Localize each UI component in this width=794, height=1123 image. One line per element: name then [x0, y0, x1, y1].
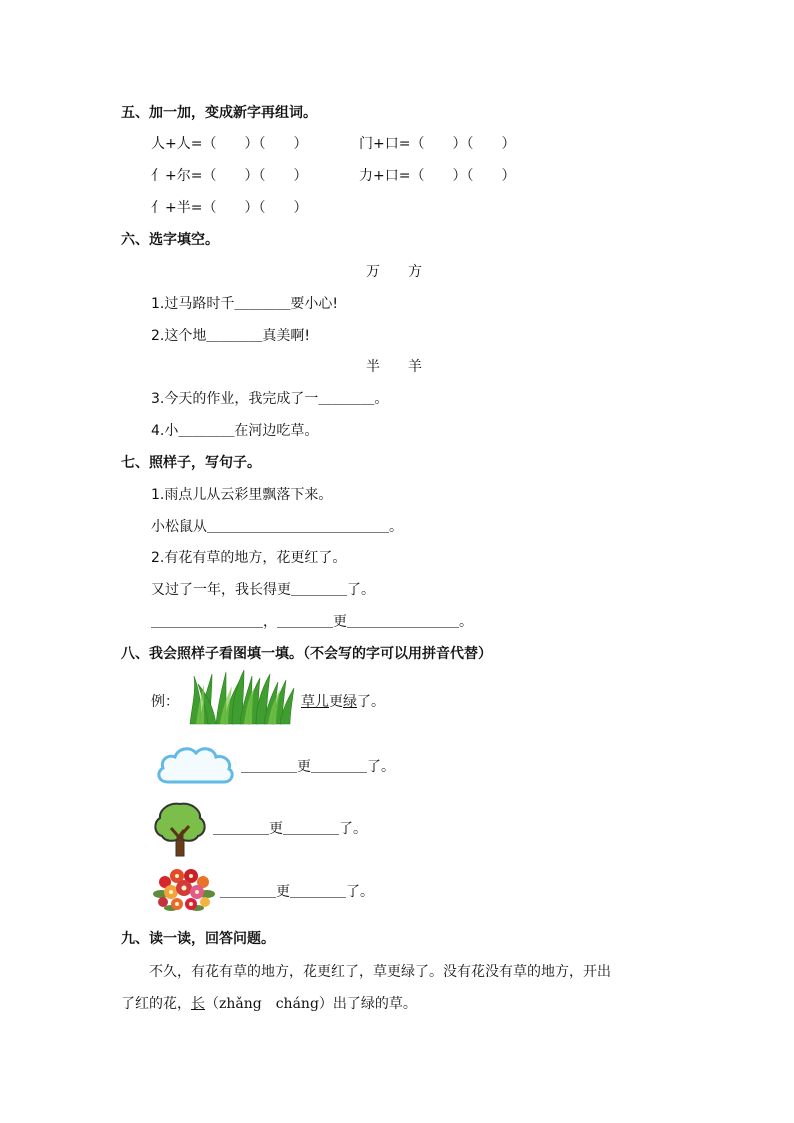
- section-5-heading: 五、加一加，变成新字再组词。: [121, 105, 317, 121]
- compose-row-1-left: 人+人=（ ）（ ）: [151, 136, 308, 152]
- example-sentence-2: 2.有花有草的地方，花更红了。: [151, 550, 347, 566]
- cloud-fill-line: ＿＿＿＿更＿＿＿＿了。: [241, 759, 395, 775]
- pinyin-choice: （zhǎng cháng）出了绿的草。: [205, 996, 417, 1012]
- answer-line-1: 小松鼠从＿＿＿＿＿＿＿＿＿＿＿＿＿。: [151, 519, 403, 535]
- compose-row-2-left: 亻+尔=（ ）（ ）: [151, 168, 308, 184]
- compose-row-3-left: 亻+半=（ ）（ ）: [151, 200, 308, 216]
- reading-paragraph-line-1: 不久，有花有草的地方，花更红了，草更绿了。没有花没有草的地方，开出: [121, 964, 611, 980]
- example-answer: [301, 692, 385, 712]
- grass-image: [186, 670, 298, 726]
- question-4: 4.小＿＿＿＿在河边吃草。: [151, 423, 319, 439]
- polyphonic-char: 长: [191, 996, 205, 1012]
- answer-line-2: 又过了一年，我长得更＿＿＿＿了。: [151, 582, 375, 598]
- reading-paragraph-line-2: [121, 994, 417, 1014]
- compose-row-1-right: 门+口=（ ）（ ）: [359, 136, 516, 152]
- example-label: 例：: [151, 694, 179, 710]
- example-word-2: 更: [329, 694, 343, 710]
- question-3: 3.今天的作业，我完成了一＿＿＿＿。: [151, 391, 389, 407]
- section-9-heading: 九、读一读，回答问题。: [121, 931, 275, 947]
- tree-icon: [151, 800, 209, 858]
- example-word-3: 绿: [343, 694, 357, 710]
- section-7-heading: 七、照样子，写句子。: [121, 455, 261, 471]
- section-6-heading: 六、选字填空。: [121, 232, 219, 248]
- question-2: 2.这个地＿＿＿＿真美啊!: [151, 328, 310, 344]
- paragraph-text: 了红的花，: [121, 996, 191, 1012]
- answer-line-3: ＿＿＿＿＿＿＿＿，＿＿＿＿更＿＿＿＿＿＿＿＿。: [151, 614, 473, 630]
- choices-2: 半 羊: [366, 359, 422, 375]
- tree-fill-line: ＿＿＿＿更＿＿＿＿了。: [213, 821, 367, 837]
- example-word-1: 草儿: [301, 694, 329, 710]
- question-1: 1.过马路时千＿＿＿＿要小心!: [151, 296, 338, 312]
- example-sentence-1: 1.雨点儿从云彩里飘落下来。: [151, 487, 333, 503]
- compose-row-2-right: 力+口=（ ）（ ）: [359, 168, 516, 184]
- cloud-icon: [154, 742, 236, 786]
- choices-1: 万 方: [366, 264, 422, 280]
- example-word-4: 了。: [357, 694, 385, 710]
- section-8-heading: 八、我会照样子看图填一填。（不会写的字可以用拼音代替）: [121, 646, 492, 662]
- flower-bouquet-image: [151, 864, 217, 916]
- flowers-fill-line: ＿＿＿＿更＿＿＿＿了。: [220, 884, 374, 900]
